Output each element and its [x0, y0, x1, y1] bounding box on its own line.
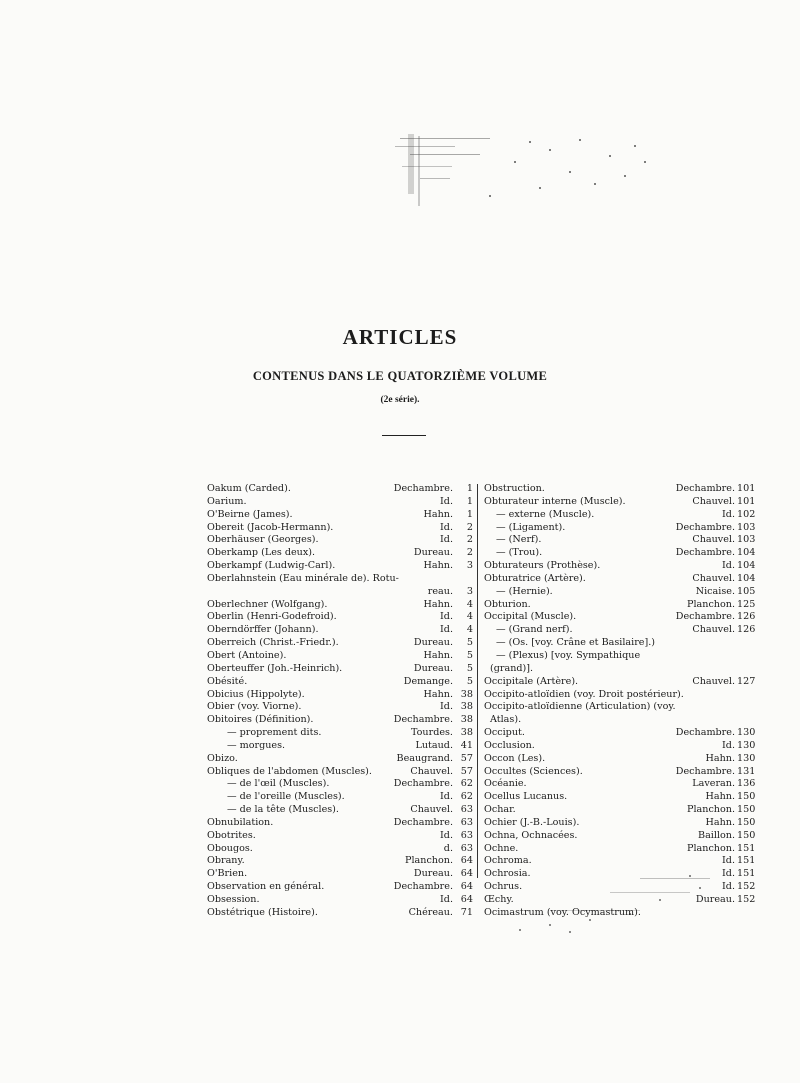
entry-author: d. [443, 842, 453, 854]
entry-title: Obturatrice (Artère). [484, 572, 586, 584]
index-entry [484, 804, 755, 817]
entry-title: Ochroma. [484, 855, 532, 867]
index-entry [207, 496, 473, 509]
entry-page: 151 [737, 842, 756, 854]
entry-page: 125 [737, 598, 756, 610]
index-entry [484, 560, 755, 573]
index-entry [207, 894, 473, 907]
index-entry [484, 547, 755, 560]
entry-author: Chauvel. [692, 572, 735, 584]
index-entry [484, 611, 755, 624]
index-entry [207, 791, 473, 804]
entry-author: Id. [440, 624, 453, 636]
index-entry [207, 740, 473, 753]
entry-title: Oberkamp (Les deux). [207, 547, 316, 559]
entry-title: Obésité. [207, 675, 248, 687]
entry-author: Planchon. [405, 855, 453, 867]
entry-page: 130 [737, 727, 756, 739]
entry-title: Ocimastrum (voy. Ocymastrum). [484, 906, 641, 918]
entry-title: Ochne. [484, 842, 519, 854]
entry-page: 57 [460, 765, 473, 777]
index-entry [484, 496, 755, 509]
entry-title: reau. [427, 585, 453, 597]
entry-author: Dechambre. [675, 611, 735, 623]
entry-title: — (Trou). [496, 547, 543, 559]
entry-title: Oberteuffer (Joh.-Heinrich). [207, 662, 343, 674]
entry-title: Obereit (Jacob-Hermann). [207, 521, 334, 533]
entry-title: — externe (Muscle). [496, 508, 595, 520]
entry-title: Obizo. [207, 752, 238, 764]
index-entry [484, 663, 755, 676]
entry-title: Oberlechner (Wolfgang). [207, 598, 328, 610]
entry-page: 103 [737, 521, 756, 533]
entry-page: 131 [737, 765, 756, 777]
entry-title: Occipito-atloïdienne (Articulation) (voy. [484, 701, 676, 713]
entry-page: 105 [737, 585, 756, 597]
entry-author: Chauvel. [692, 495, 735, 507]
entry-author: Id. [722, 560, 735, 572]
entry-author: Id. [722, 739, 735, 751]
entry-page: 2 [466, 534, 473, 546]
index-entry [207, 727, 473, 740]
index-entry [484, 855, 755, 868]
entry-author: Id. [722, 855, 735, 867]
index-entry [207, 907, 473, 920]
index-entry [207, 855, 473, 868]
entry-page: 1 [466, 495, 473, 507]
left-column [207, 483, 473, 920]
entry-page: 5 [466, 675, 473, 687]
entry-title: — (Grand nerf). [496, 624, 573, 636]
index-entry [207, 817, 473, 830]
entry-title: — de l'oreille (Muscles). [227, 791, 345, 803]
entry-page: 126 [737, 624, 756, 636]
entry-author: Id. [440, 791, 453, 803]
entry-page: 152 [737, 881, 756, 893]
entry-author: Dechambre. [675, 765, 735, 777]
entry-page: 38 [460, 701, 473, 713]
entry-title: Obnubilation. [207, 816, 274, 828]
entry-page: 64 [460, 894, 473, 905]
entry-author: Hahn. [705, 791, 735, 803]
entry-title: Occipital (Muscle). [484, 611, 577, 623]
entry-title: Ochar. [484, 804, 516, 816]
entry-title: Occiput. [484, 727, 525, 739]
index-entry [207, 676, 473, 689]
entry-page: 2 [466, 547, 473, 559]
entry-title: — (Ligament). [496, 521, 566, 533]
page-title: ARTICLES [342, 325, 458, 349]
index-entry [484, 637, 755, 650]
entry-page: 127 [737, 675, 756, 687]
entry-author: Chauvel. [692, 675, 735, 687]
entry-title: — de l'œil (Muscles). [227, 778, 330, 790]
index-entry [484, 830, 755, 843]
entry-title: (grand)]. [490, 662, 534, 674]
entry-author: Planchon. [687, 598, 735, 610]
entry-page: 130 [737, 752, 756, 764]
index-entry [484, 907, 755, 920]
entry-page: 4 [466, 611, 473, 623]
index-entry [207, 611, 473, 624]
entry-author: Chauvel. [410, 765, 453, 777]
entry-page: 2 [466, 521, 473, 533]
entry-title: Obrany. [207, 855, 245, 867]
index-entry [484, 534, 755, 547]
index-entry [207, 881, 473, 894]
entry-author: Hahn. [423, 508, 453, 520]
entry-author: Laveran. [692, 778, 735, 790]
entry-page: 64 [460, 881, 473, 893]
entry-page: 4 [466, 598, 473, 610]
entry-page: 104 [737, 547, 756, 559]
entry-page: 41 [460, 739, 473, 751]
entry-title: Occlusion. [484, 739, 535, 751]
entry-page: 4 [466, 624, 473, 636]
entry-title: Occultes (Sciences). [484, 765, 583, 777]
entry-page: 152 [737, 894, 756, 905]
entry-page: 130 [737, 739, 756, 751]
index-entry [484, 599, 755, 612]
entry-title: Obier (voy. Viorne). [207, 701, 302, 713]
entry-author: Dechambre. [675, 727, 735, 739]
entry-page: 136 [737, 778, 756, 790]
index-entry [484, 483, 755, 496]
entry-title: Obturion. [484, 598, 531, 610]
entry-page: 63 [460, 816, 473, 828]
entry-title: — (Nerf). [496, 534, 542, 546]
entry-author: Beaugrand. [396, 752, 453, 764]
index-entry [484, 689, 755, 702]
entry-author: Dechambre. [393, 714, 453, 726]
entry-title: Ochrus. [484, 881, 523, 893]
entry-title: — proprement dits. [227, 727, 322, 739]
index-entry [484, 843, 755, 856]
entry-page: 1 [466, 483, 473, 494]
entry-title: — de la tête (Muscles). [227, 804, 339, 816]
entry-title: Oberreich (Christ.-Friedr.). [207, 637, 339, 649]
entry-author: Dechambre. [393, 881, 453, 893]
index-entry [484, 624, 755, 637]
entry-page: 3 [466, 585, 473, 597]
entry-author: Dureau. [413, 868, 453, 880]
index-entry [484, 740, 755, 753]
entry-page: 64 [460, 868, 473, 880]
index-entry [484, 573, 755, 586]
index-entry [484, 522, 755, 535]
entry-page: 5 [466, 637, 473, 649]
entry-author: Dechambre. [393, 816, 453, 828]
entry-title: Œchy. [484, 894, 514, 905]
entry-author: Id. [440, 894, 453, 905]
entry-page: 101 [737, 495, 756, 507]
entry-author: Lutaud. [415, 739, 453, 751]
index-entry [484, 586, 755, 599]
index-entry [207, 522, 473, 535]
entry-title: Obliques de l'abdomen (Muscles). [207, 765, 372, 777]
index-entry [484, 676, 755, 689]
entry-author: Dechambre. [675, 547, 735, 559]
index-entry [484, 714, 755, 727]
index-entry [207, 547, 473, 560]
entry-author: Id. [440, 701, 453, 713]
entry-title: Obstétrique (Histoire). [207, 906, 318, 918]
index-entry [207, 714, 473, 727]
index-entry [484, 650, 755, 663]
entry-title: Occipito-atloïdien (voy. Droit postérieur). [484, 688, 684, 700]
series-note: (2e série). [380, 395, 420, 405]
index-entry [207, 650, 473, 663]
entry-title: Obturateur interne (Muscle). [484, 495, 626, 507]
entry-page: 5 [466, 662, 473, 674]
index-entry [207, 753, 473, 766]
index-entry [484, 778, 755, 791]
entry-author: Id. [722, 508, 735, 520]
entry-author: Chauvel. [410, 804, 453, 816]
entry-title: Obstruction. [484, 483, 545, 494]
index-entry [484, 509, 755, 522]
entry-page: 71 [460, 906, 473, 918]
entry-author: Dechambre. [393, 778, 453, 790]
entry-author: Dureau. [413, 662, 453, 674]
entry-author: Demange. [403, 675, 453, 687]
column-divider [477, 484, 478, 878]
index-entry [484, 817, 755, 830]
entry-title: Obsession. [207, 894, 260, 905]
index-entry [484, 868, 755, 881]
entry-author: Planchon. [687, 804, 735, 816]
entry-page: 151 [737, 855, 756, 867]
entry-author: Dureau. [413, 637, 453, 649]
entry-title: Atlas). [490, 714, 522, 726]
index-entry [484, 766, 755, 779]
entry-author: Id. [440, 534, 453, 546]
entry-title: Ocellus Lucanus. [484, 791, 568, 803]
entry-title: Oberlin (Henri-Godefroid). [207, 611, 337, 623]
entry-page: 150 [737, 829, 756, 841]
entry-author: Id. [440, 611, 453, 623]
index-entry [207, 701, 473, 714]
entry-author: Id. [722, 881, 735, 893]
index-entry [484, 753, 755, 766]
entry-title: Ochier (J.-B.-Louis). [484, 816, 580, 828]
entry-page: 104 [737, 560, 756, 572]
entry-title: Oakum (Carded). [207, 483, 291, 494]
entry-author: Hahn. [423, 560, 453, 572]
index-entry [207, 534, 473, 547]
index-entry [207, 830, 473, 843]
entry-page: 38 [460, 727, 473, 739]
page-subtitle: CONTENUS DANS LE QUATORZIÈME VOLUME [252, 369, 548, 383]
entry-page: 63 [460, 842, 473, 854]
entry-page: 62 [460, 778, 473, 790]
entry-title: Obert (Antoine). [207, 649, 287, 661]
entry-page: 102 [737, 508, 756, 520]
entry-page: 63 [460, 804, 473, 816]
entry-author: Dureau. [695, 894, 735, 905]
entry-author: Dechambre. [675, 521, 735, 533]
entry-title: Ochrosia. [484, 868, 531, 880]
entry-title: Occon (Les). [484, 752, 546, 764]
entry-title: Oberndörffer (Johann). [207, 624, 319, 636]
entry-page: 104 [737, 572, 756, 584]
index-entry [207, 483, 473, 496]
entry-page: 103 [737, 534, 756, 546]
entry-title: — morgues. [227, 739, 286, 751]
entry-author: Id. [440, 521, 453, 533]
index-entry [207, 663, 473, 676]
right-column [484, 483, 755, 920]
entry-page: 5 [466, 649, 473, 661]
entry-page: 38 [460, 688, 473, 700]
entry-title: O'Beirne (James). [207, 508, 293, 520]
entry-author: Hahn. [423, 598, 453, 610]
entry-title: Oberlahnstein (Eau minérale de). Rotu- [207, 572, 399, 584]
entry-author: Hahn. [705, 752, 735, 764]
entry-page: 151 [737, 868, 756, 880]
entry-title: Observation en général. [207, 881, 325, 893]
index-entry [484, 727, 755, 740]
entry-page: 38 [460, 714, 473, 726]
entry-page: 150 [737, 816, 756, 828]
entry-title: Oarium. [207, 495, 247, 507]
entry-page: 101 [737, 483, 756, 494]
index-entry [207, 599, 473, 612]
entry-title: Obotrites. [207, 829, 256, 841]
entry-page: 64 [460, 855, 473, 867]
entry-page: 63 [460, 829, 473, 841]
index-entry [207, 586, 473, 599]
index-entry [207, 843, 473, 856]
entry-author: Tourdes. [411, 727, 453, 739]
entry-author: Nicaise. [695, 585, 735, 597]
entry-title: — (Plexus) [voy. Sympathique [496, 649, 641, 661]
entry-page: 150 [737, 791, 756, 803]
index-entry [207, 573, 473, 586]
entry-title: Oberkampf (Ludwig-Carl). [207, 560, 336, 572]
entry-author: Id. [440, 829, 453, 841]
entry-author: Baillon. [698, 829, 735, 841]
index-entry [207, 868, 473, 881]
entry-title: Oberhäuser (Georges). [207, 534, 319, 546]
entry-author: Id. [440, 495, 453, 507]
index-entry [484, 881, 755, 894]
entry-title: Obicius (Hippolyte). [207, 688, 305, 700]
entry-author: Hahn. [705, 816, 735, 828]
index-entry [207, 766, 473, 779]
entry-title: Obitoires (Définition). [207, 714, 314, 726]
scan-noise-top [380, 132, 660, 212]
index-entry [484, 791, 755, 804]
index-entry [207, 560, 473, 573]
entry-page: 62 [460, 791, 473, 803]
entry-author: Chauvel. [692, 624, 735, 636]
entry-author: Dechambre. [675, 483, 735, 494]
index-entry [207, 778, 473, 791]
entry-page: 1 [466, 508, 473, 520]
entry-page: 150 [737, 804, 756, 816]
entry-title: Occipitale (Artère). [484, 675, 579, 687]
entry-title: — (Hernie). [496, 585, 553, 597]
entry-author: Chéreau. [408, 906, 453, 918]
index-entry [207, 689, 473, 702]
entry-title: Ochna, Ochnacées. [484, 829, 578, 841]
entry-page: 126 [737, 611, 756, 623]
index-entry [484, 701, 755, 714]
entry-author: Planchon. [687, 842, 735, 854]
entry-page: 57 [460, 752, 473, 764]
entry-author: Id. [722, 868, 735, 880]
index-entry [207, 624, 473, 637]
entry-title: O'Brien. [207, 868, 248, 880]
entry-author: Dureau. [413, 547, 453, 559]
index-entry [484, 894, 755, 907]
entry-author: Hahn. [423, 649, 453, 661]
index-entry [207, 637, 473, 650]
entry-title: Obougos. [207, 842, 253, 854]
entry-author: Hahn. [423, 688, 453, 700]
title-rule [382, 435, 426, 436]
entry-title: Océanie. [484, 778, 527, 790]
entry-title: — (Os. [voy. Crâne et Basilaire].) [496, 637, 656, 649]
entry-author: Dechambre. [393, 483, 453, 494]
index-entry [207, 804, 473, 817]
entry-author: Chauvel. [692, 534, 735, 546]
entry-title: Obturateurs (Prothèse). [484, 560, 601, 572]
entry-page: 3 [466, 560, 473, 572]
index-entry [207, 509, 473, 522]
